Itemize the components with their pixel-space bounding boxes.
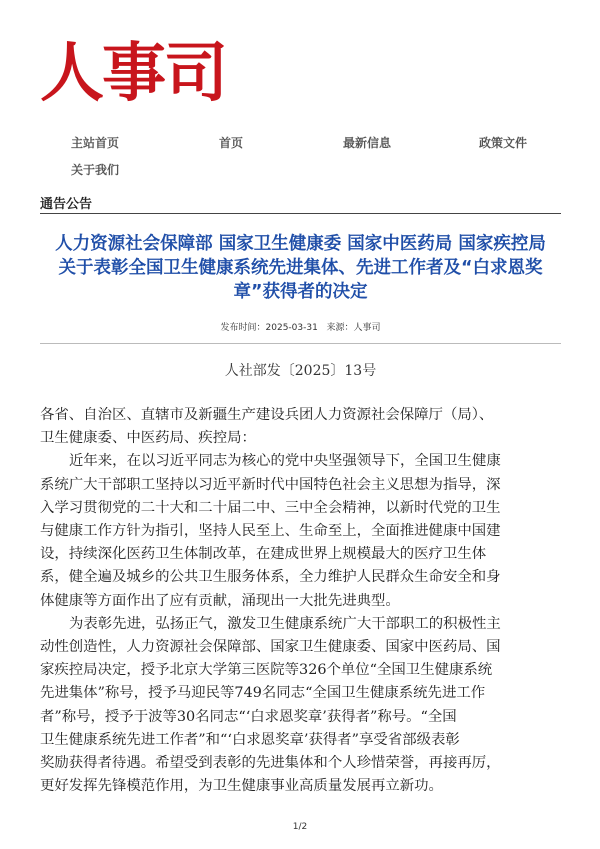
body-line: 先进集体”称号，授予马迎民等749名同志“全国卫生健康系统先进工作 xyxy=(40,685,486,702)
meta-divider xyxy=(40,343,561,344)
body-line: 近年来，在以习近平同志为核心的党中央坚强领导下，全国卫生健康 xyxy=(69,453,501,470)
body-line: 更好发挥先锋模范作用，为卫生健康事业高质量发展再立新功。 xyxy=(40,778,443,795)
nav-policy[interactable]: 政策文件 xyxy=(479,136,528,150)
body-line: 奖励获得者待遇。希望受到表彰的先进集体和个人珍惜荣誉，再接再厉， xyxy=(40,755,501,772)
body-line: 各省、自治区、直辖市及新疆生产建设兵团人力资源社会保障厅（局）、 xyxy=(40,407,494,423)
article-meta xyxy=(40,320,561,333)
body-line: 系，健全遍及城乡的公共卫生服务体系，全力维护人民群众生命安全和身 xyxy=(40,569,501,586)
article-title xyxy=(40,232,561,304)
body-line: 体健康等方面作出了应有贡献，涌现出一大批先进典型。 xyxy=(40,592,400,609)
site-logo[interactable]: 人事司 xyxy=(40,37,226,111)
body-line: 动性创造性，人力资源社会保障部、国家卫生健康委、国家中医药局、国 xyxy=(40,639,501,656)
page-number: 1/2 xyxy=(292,822,308,832)
body-line: 卫生健康系统先进工作者”和“‘白求恩奖章’获得者”享受省部级表彰 xyxy=(40,731,460,748)
body-line: 系统广大干部职工坚持以习近平新时代中国特色社会主义思想为指导，深 xyxy=(40,476,501,493)
body-line: 家疾控局决定，授予北京大学第三医院等326个单位“全国卫生健康系统 xyxy=(40,662,493,679)
body-line: 者”称号，授予于波等30名同志“‘白求恩奖章’获得者”称号。“全国 xyxy=(40,708,457,725)
body-line: 卫生健康委、中医药局、疾控局： xyxy=(40,430,256,447)
body-line: 设，持续深化医药卫生体制改革，在建成世界上规模最大的医疗卫生体 xyxy=(40,546,487,563)
publish-date: 2025-03-31 xyxy=(265,323,318,333)
body-line: 与健康工作方针为指引，坚持人民至上、生命至上，全面推进健康中国建 xyxy=(40,523,501,540)
document-number: 人社部发〔2025〕13号 xyxy=(224,363,377,379)
publish-label: 发布时间： xyxy=(220,323,266,333)
article-title-line: 章”获得者的决定 xyxy=(233,282,368,302)
article-title-line: 关于表彰全国卫生健康系统先进集体、先进工作者及“白求恩奖 xyxy=(58,258,543,278)
section-divider xyxy=(40,213,561,214)
section-title: 通告公告 xyxy=(40,197,93,212)
source-value: 人事司 xyxy=(353,323,381,333)
article-title-line: 人力资源社会保障部 国家卫生健康委 国家中医药局 国家疾控局 xyxy=(55,234,546,254)
nav-latest[interactable]: 最新信息 xyxy=(343,136,392,150)
body-line: 为表彰先进，弘扬正气，激发卫生健康系统广大干部职工的积极性主 xyxy=(69,615,501,632)
body-line: 入学习贯彻党的二十大和二十届二中、三中全会精神，以新时代党的卫生 xyxy=(40,499,501,516)
nav-about[interactable]: 关于我们 xyxy=(71,163,120,177)
nav-home-main[interactable]: 主站首页 xyxy=(71,136,120,150)
source-label: 来源： xyxy=(326,323,354,333)
nav-home[interactable]: 首页 xyxy=(219,136,244,150)
article-body xyxy=(40,404,561,798)
